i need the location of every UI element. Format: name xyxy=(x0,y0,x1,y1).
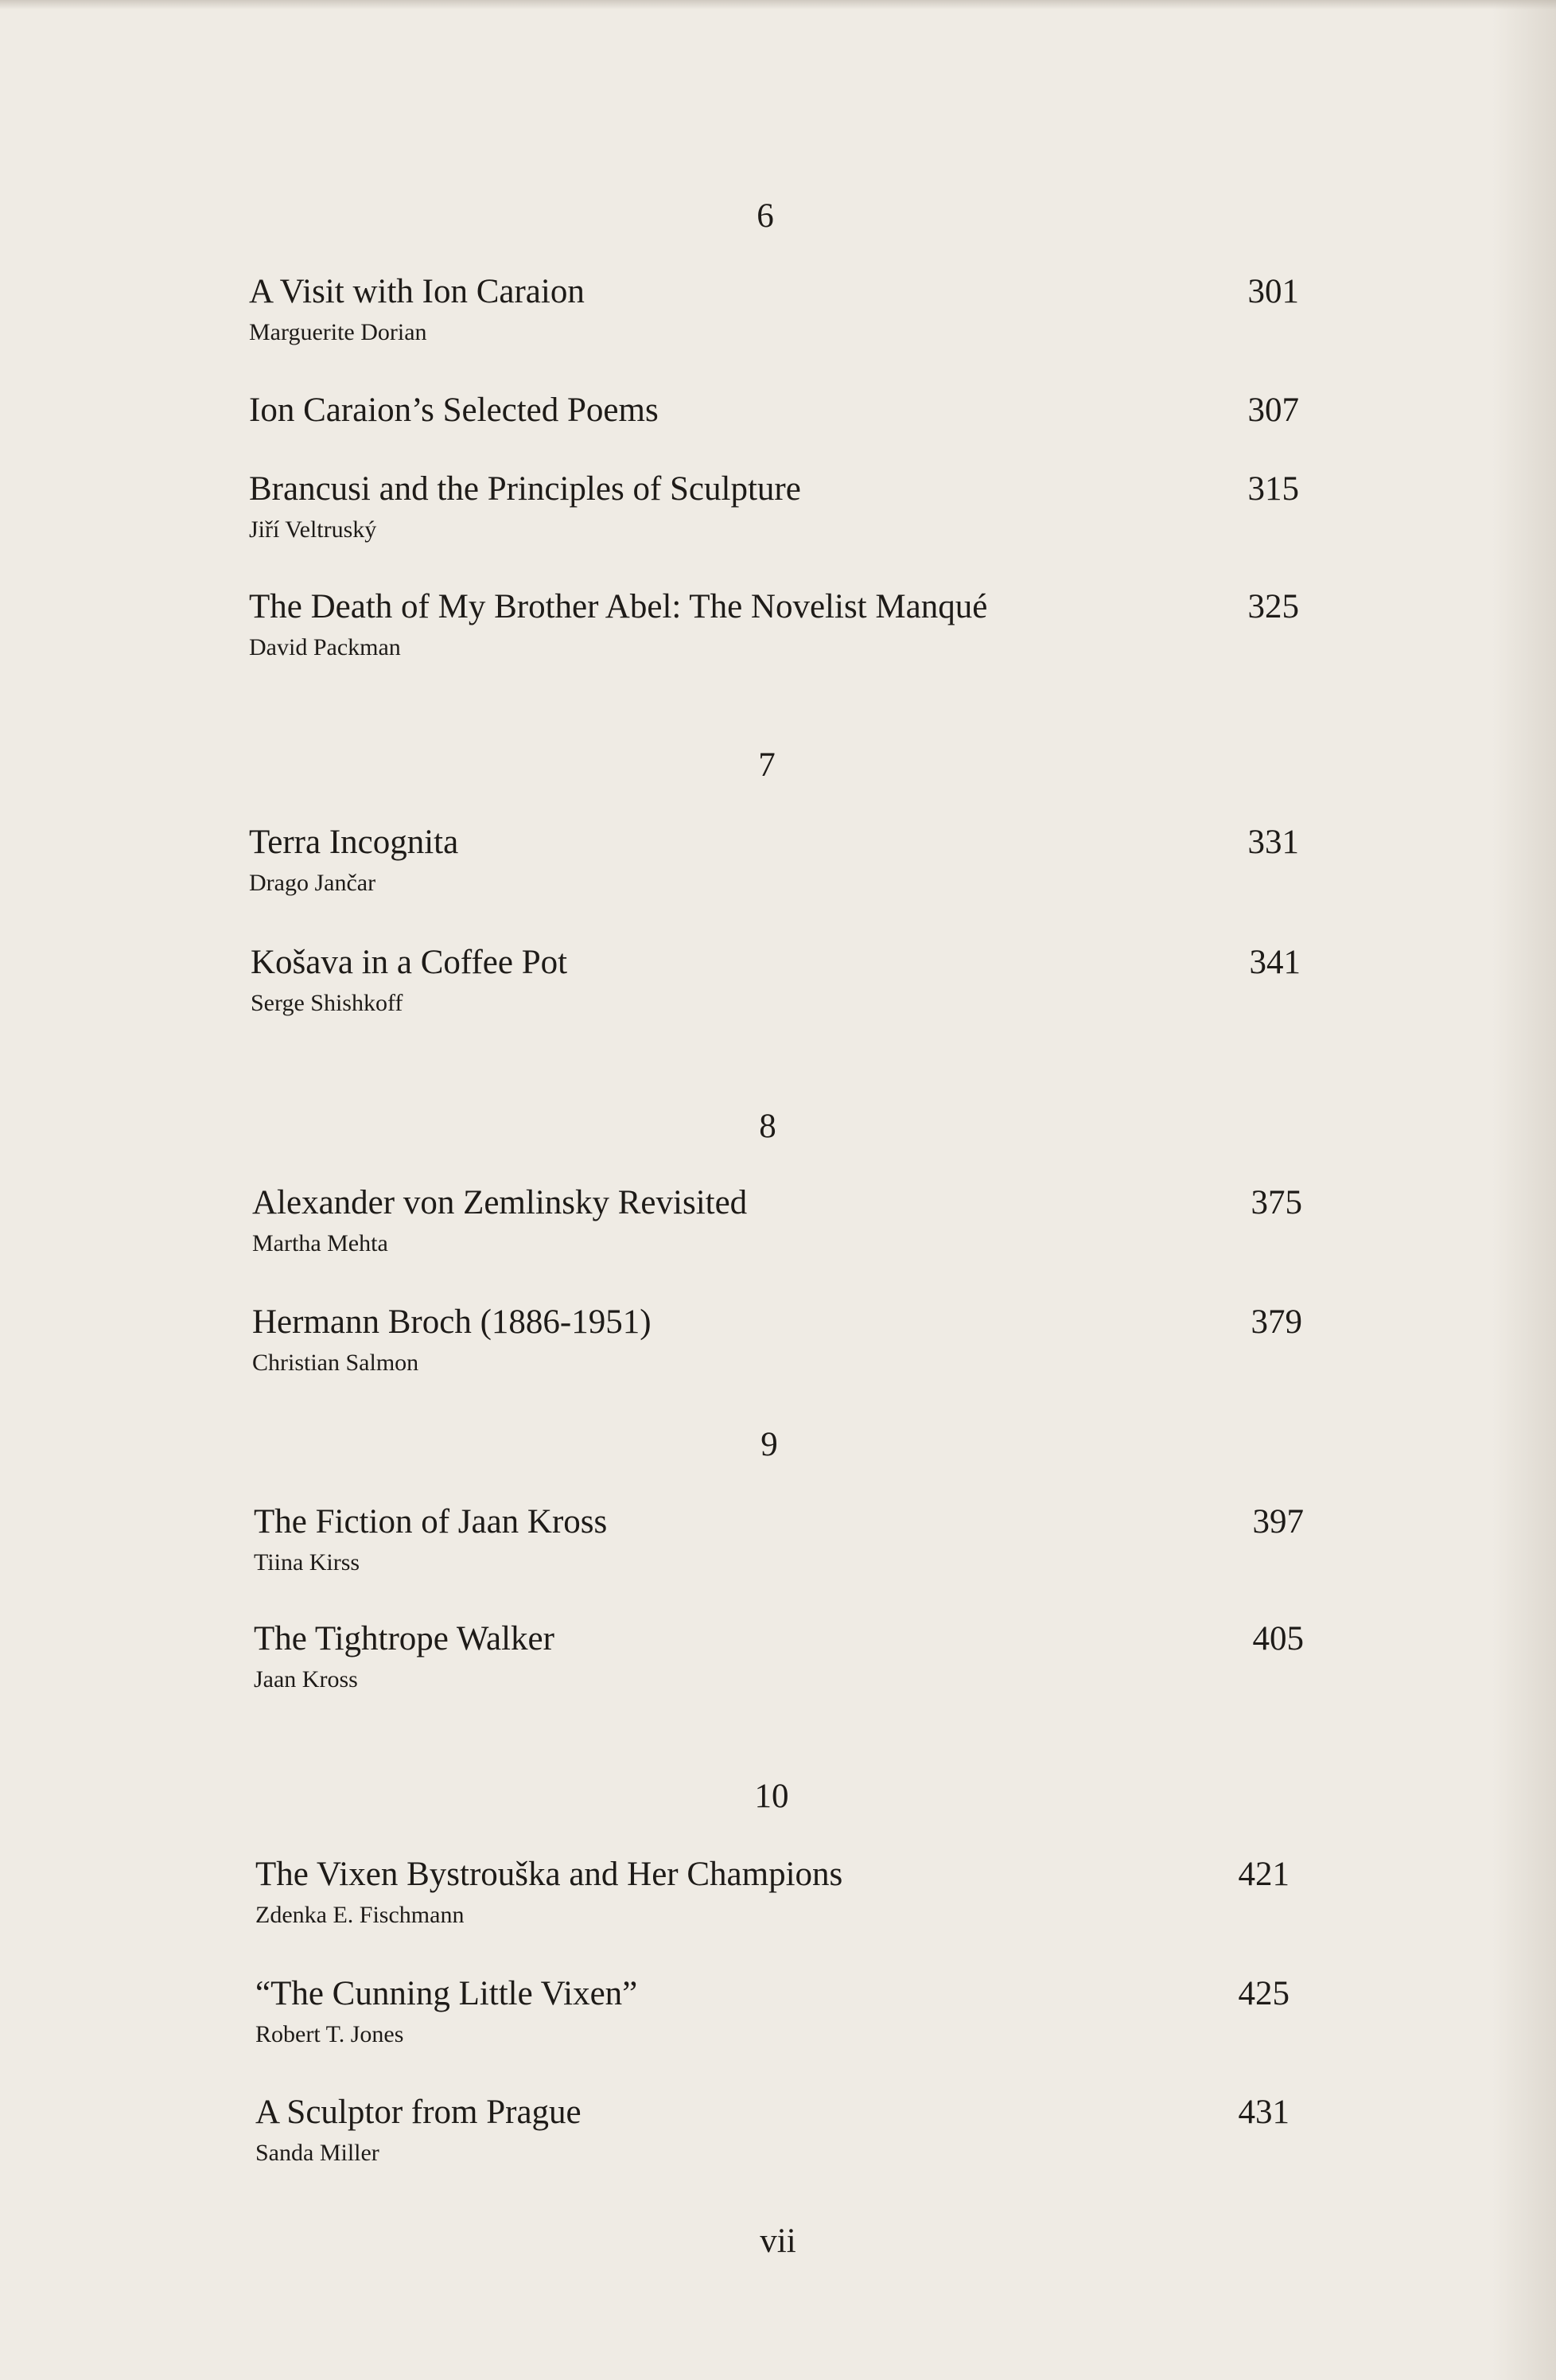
entry-title: Ion Caraion’s Selected Poems xyxy=(249,391,659,429)
section-number-9: 9 xyxy=(760,1426,778,1463)
entry-author: Jaan Kross xyxy=(254,1666,358,1692)
entry-title: “The Cunning Little Vixen” xyxy=(255,1975,638,2012)
entry-page-number: 425 xyxy=(1238,1975,1290,2012)
entry-author: Christian Salmon xyxy=(252,1350,419,1376)
entry-author: Martha Mehta xyxy=(252,1230,388,1256)
entry-title: Košava in a Coffee Pot xyxy=(251,944,568,981)
section-number-6: 6 xyxy=(757,197,774,235)
entry-title: A Sculptor from Prague xyxy=(255,2094,582,2131)
entry-title: The Fiction of Jaan Kross xyxy=(254,1503,608,1541)
entry-author: Drago Jančar xyxy=(249,870,376,896)
entry-title: A Visit with Ion Caraion xyxy=(249,273,585,310)
entry-title: Hermann Broch (1886-1951) xyxy=(252,1303,652,1341)
entry-author: Serge Shishkoff xyxy=(251,990,403,1016)
entry-title: The Vixen Bystrouška and Her Champions xyxy=(255,1856,843,1893)
entry-author: Zdenka E. Fischmann xyxy=(255,1902,465,1928)
entry-page-number: 307 xyxy=(1247,391,1299,429)
entry-author: Marguerite Dorian xyxy=(249,319,427,345)
page-top-shadow xyxy=(0,0,1556,10)
entry-author: David Packman xyxy=(249,634,401,660)
entry-page-number: 341 xyxy=(1249,944,1301,981)
entry-page-number: 315 xyxy=(1247,470,1299,508)
entry-author: Jiří Veltruský xyxy=(249,516,377,543)
page-folio: vii xyxy=(760,2222,796,2260)
entry-page-number: 325 xyxy=(1247,588,1299,625)
entry-title: Terra Incognita xyxy=(249,824,459,861)
entry-page-number: 301 xyxy=(1247,273,1299,310)
section-number-10: 10 xyxy=(754,1778,789,1815)
entry-page-number: 379 xyxy=(1251,1303,1302,1341)
entry-title: The Death of My Brother Abel: The Novelist Manqué xyxy=(249,588,988,625)
entry-page-number: 397 xyxy=(1252,1503,1304,1541)
page-edge-shadow xyxy=(1492,0,1556,2380)
entry-page-number: 405 xyxy=(1252,1620,1304,1657)
section-number-7: 7 xyxy=(758,746,776,784)
entry-author: Robert T. Jones xyxy=(255,2021,404,2047)
entry-page-number: 375 xyxy=(1251,1184,1302,1221)
section-number-8: 8 xyxy=(759,1108,776,1145)
entry-page-number: 331 xyxy=(1247,824,1299,861)
entry-title: Alexander von Zemlinsky Revisited xyxy=(252,1184,748,1221)
entry-author: Tiina Kirss xyxy=(254,1549,360,1576)
entry-title: Brancusi and the Principles of Sculpture xyxy=(249,470,801,508)
entry-page-number: 421 xyxy=(1238,1856,1290,1893)
entry-title: The Tightrope Walker xyxy=(254,1620,554,1657)
entry-page-number: 431 xyxy=(1238,2094,1290,2131)
entry-author: Sanda Miller xyxy=(255,2140,379,2166)
